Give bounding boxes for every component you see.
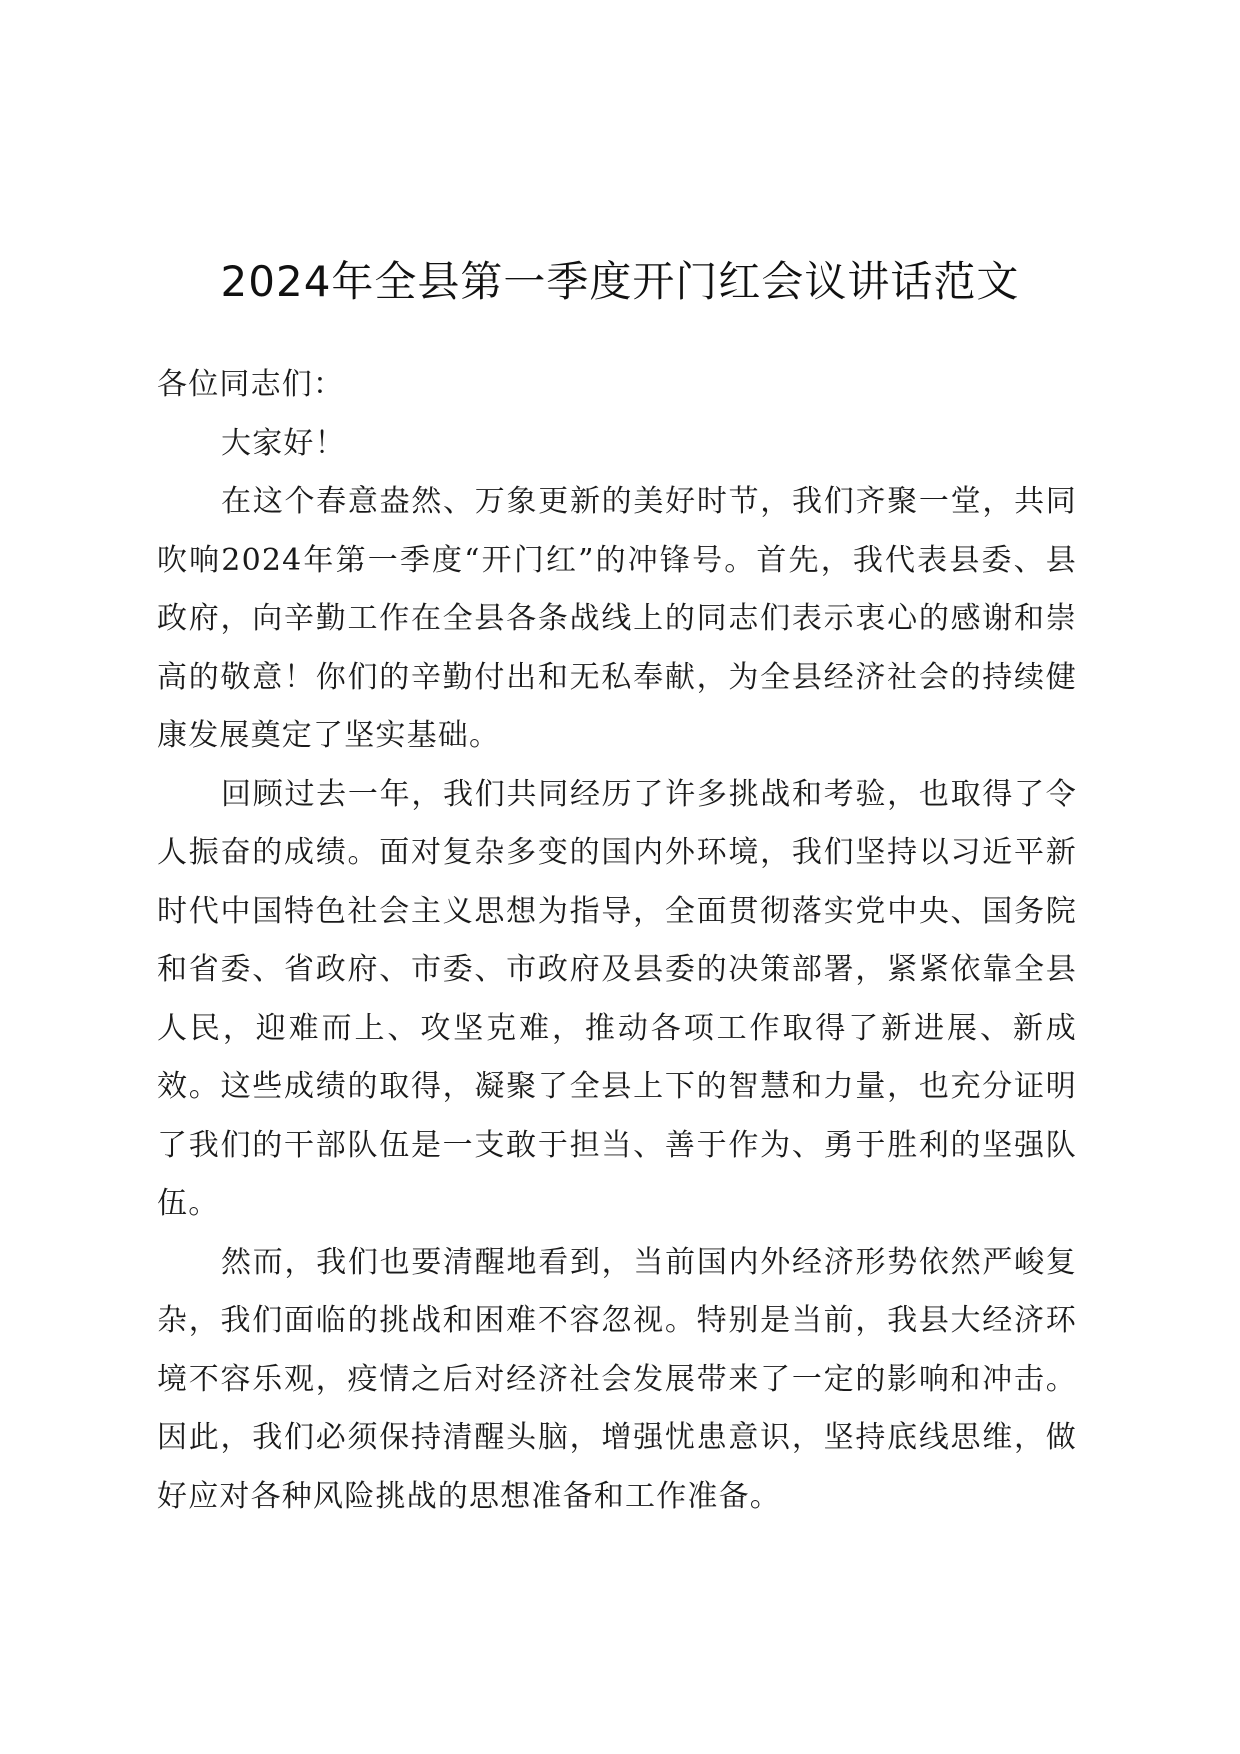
paragraph-2: 回顾过去一年，我们共同经历了许多挑战和考验，也取得了令人振奋的成绩。面对复杂多变的国内外环境，我们坚持以习近平新时代中国特色社会主义思想为指导，全面贯彻落实党中央、国务院和省委、省政府、市委、市政府及县委的决策部署，紧紧依靠全县人民，迎难而上、攻坚克难，推动各项工作取得了新进展、新成效。这些成绩的取得，凝聚了全县上下的智慧和力量，也充分证明了我们的干部队伍是一支敢于担当、善于作为、勇于胜利的坚强队伍。: [157, 776, 1077, 1221]
paragraph-1: 在这个春意盎然、万象更新的美好时节，我们齐聚一堂，共同吹响2024年第一季度“开门红”的冲锋号。首先，我代表县委、县政府，向辛勤工作在全县各条战线上的同志们表示衷心的感谢和崇高的敬意！你们的辛勤付出和无私奉献，为全县经济社会的持续健康发展奠定了坚实基础。: [157, 484, 1077, 753]
document-body: [157, 356, 1077, 1526]
document-title: 2024年全县第一季度开门红会议讲话范文: [220, 257, 1020, 306]
greeting: 大家好！: [221, 425, 346, 461]
paragraph-3: 然而，我们也要清醒地看到，当前国内外经济形势依然严峻复杂，我们面临的挑战和困难不容忽视。特别是当前，我县大经济环境不容乐观，疫情之后对经济社会发展带来了一定的影响和冲击。因此，我们必须保持清醒头脑，增强忧患意识，坚持底线思维，做好应对各种风险挑战的思想准备和工作准备。: [157, 1244, 1077, 1514]
salutation: 各位同志们：: [157, 367, 345, 402]
